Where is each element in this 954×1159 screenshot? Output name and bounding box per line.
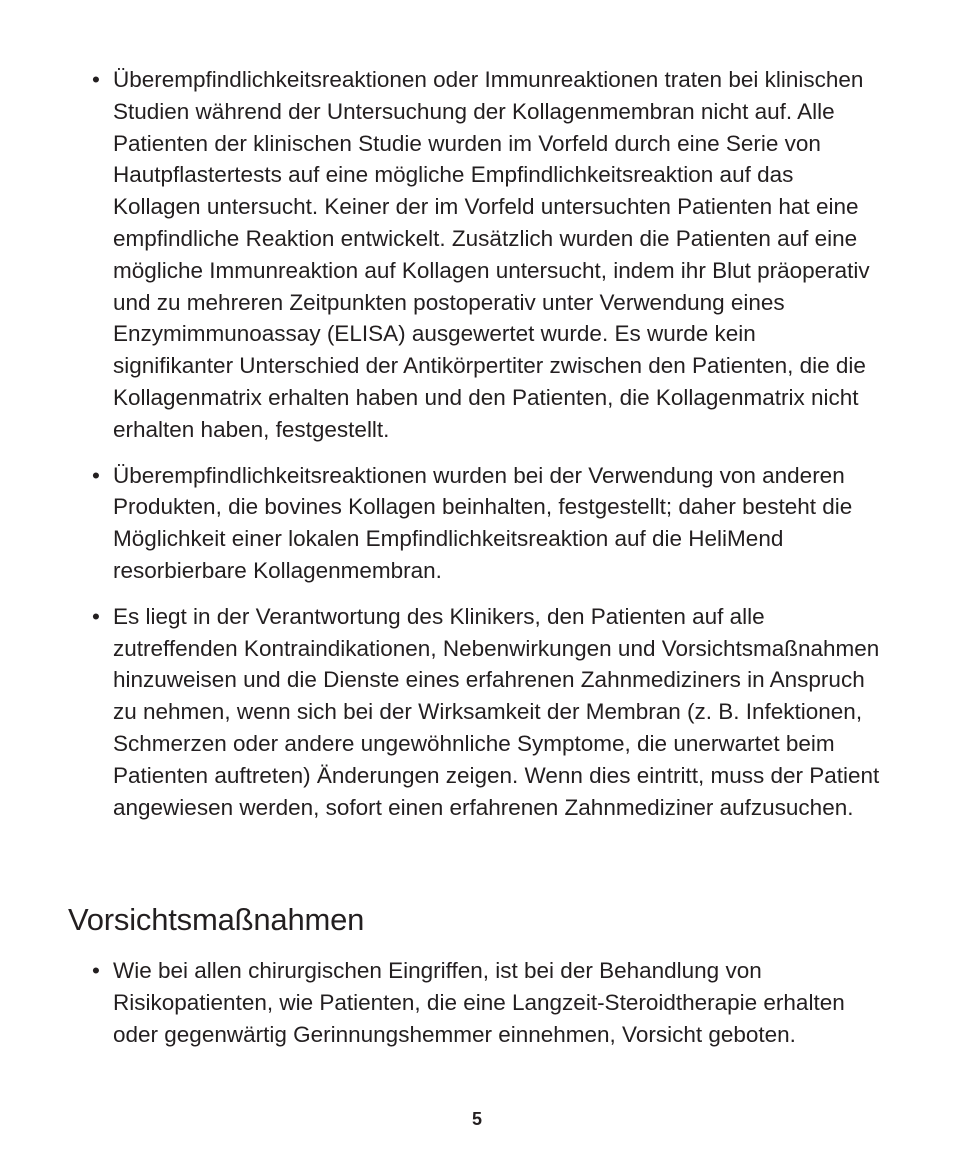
bullet-marker: • [92,603,100,629]
list-item [92,460,882,587]
bullet-text: Wie bei allen chirurgischen Eingriffen, ist bei der Behandlung von Risikopatienten, wie Patienten, die eine Langzeit-Steroidtherapie erhalten oder gegenwärtig Gerinnungshemmer einnehmen, Vorsicht geboten. [113,958,845,1047]
section-heading: Vorsichtsmaßnahmen [68,902,365,937]
list-item [92,955,882,1050]
list-item [92,601,882,824]
bullet-text: Überempfindlichkeitsreaktionen wurden bei der Verwendung von anderen Produkten, die bovines Kollagen beinhalten, festgestellt; daher besteht die Möglichkeit einer lokalen Empfindlichkeitsreaktion auf die HeliMend resorbierbare Kollagenmembran. [113,462,853,583]
list-item [92,64,882,446]
bullet-marker: • [92,67,100,92]
bullet-marker: • [92,462,100,488]
bullet-text: Es liegt in der Verantwortung des Klinikers, den Patienten auf alle zutreffenden Kontraindikationen, Nebenwirkungen und Vorsichtsmaßnahmen hinzuweisen und die Dienste eines erfahrenen Zahnmediziners in Anspruch zu nehmen, wenn sich bei der Wirksamkeit der Membran (z. B. Infektionen, Schmerzen oder andere ungewöhnliche Symptome, die unerwartet beim Patienten auftreten) Änderungen zeigen. Wenn dies eintritt, muss der Patient angewiesen werden, sofort einen erfahrenen Zahnmediziner aufzusuchen. [113,603,880,820]
bullet-marker: • [92,958,100,983]
bullet-list-precautions [92,955,882,1064]
bullet-list-adverse-reactions [92,64,882,837]
bullet-text: Überempfindlichkeitsreaktionen oder Immunreaktionen traten bei klinischen Studien während der Untersuchung der Kollagenmembran nicht auf. Alle Patienten der klinischen Studie wurden im Vorfeld durch eine Serie von Hautpflastertests auf eine mögliche Empfindlichkeitsreaktion auf das Kollagen untersucht. Keiner der im Vorfeld untersuchten Patienten hat eine empfindliche Reaktion entwickelt. Zusätzlich wurden die Patienten auf eine mögliche Immunreaktion auf Kollagen untersucht, indem ihr Blut präoperativ und zu mehreren Zeitpunkten postoperativ unter Verwendung eines Enzymimmunoassay (ELISA) ausgewertet wurde. Es wurde kein signifikanter Unterschied der Antikörpertiter zwischen den Patienten, die die Kollagenmatrix erhalten haben und den Patienten, die Kollagenmatrix nicht erhalten haben, festgestellt. [113,67,870,442]
page-number: 5 [471,1109,482,1129]
